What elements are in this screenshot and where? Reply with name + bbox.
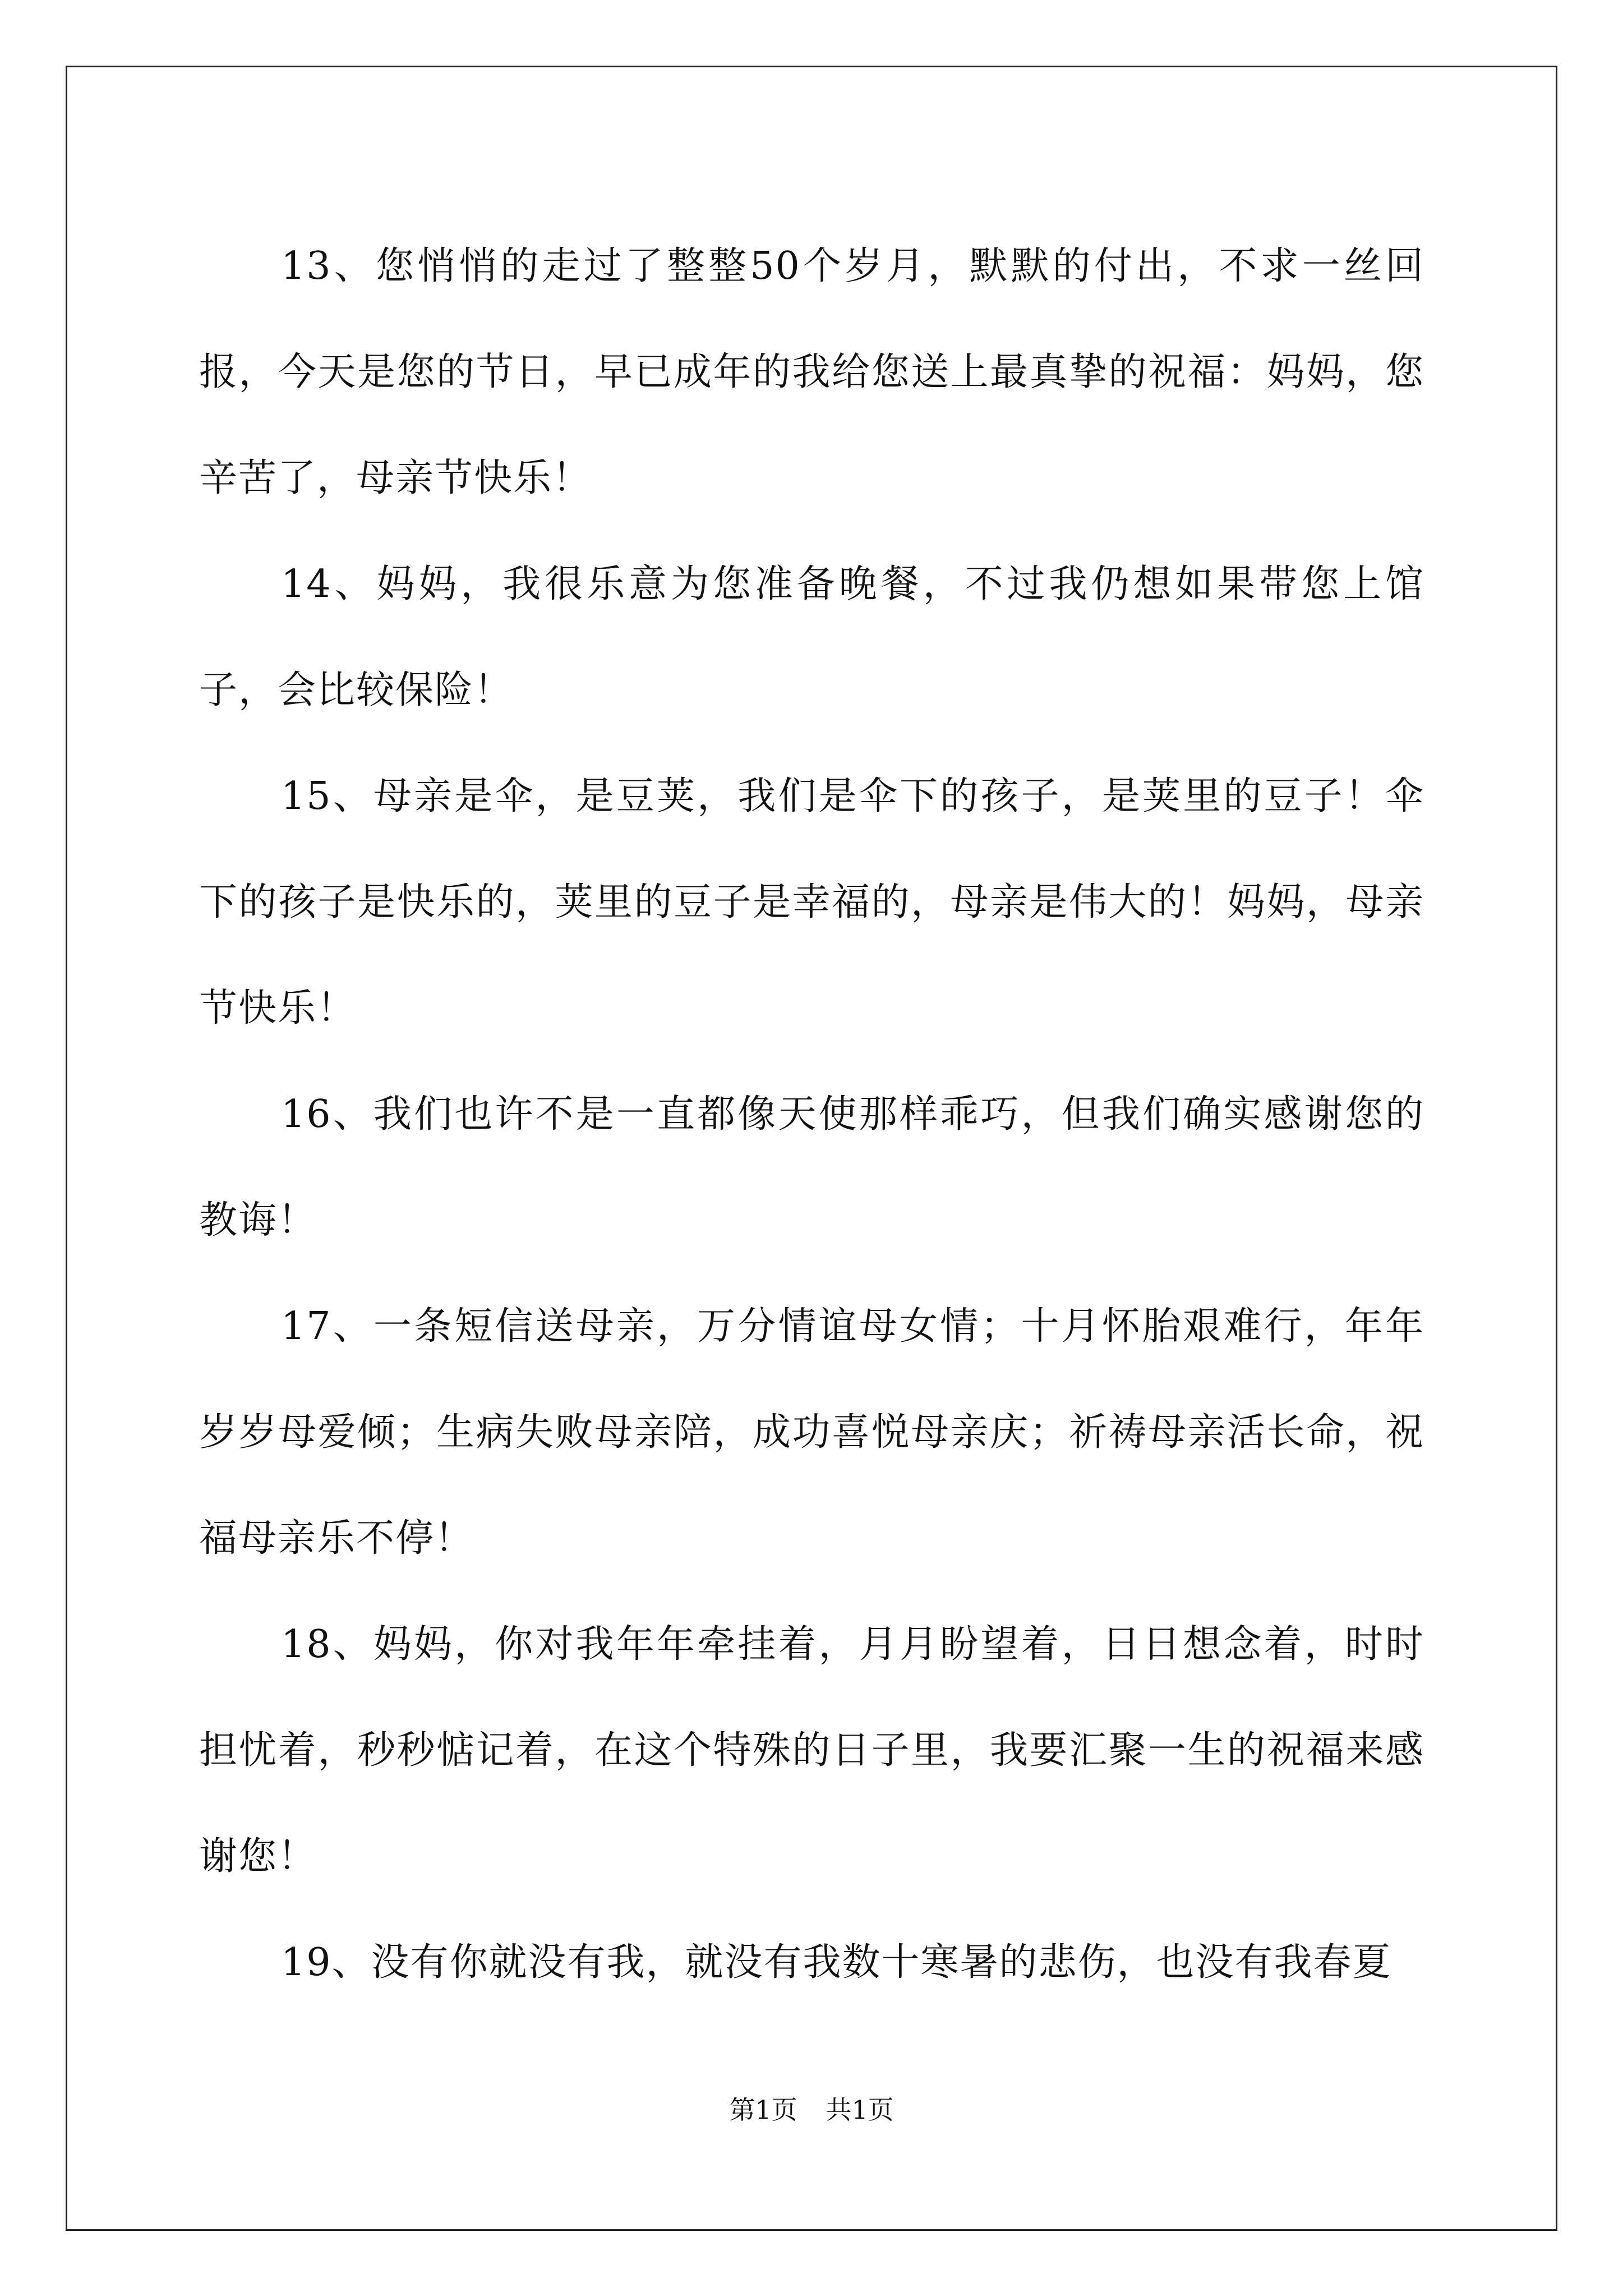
document-body — [199, 213, 1424, 2016]
page-number-current: 第1页 — [729, 2095, 797, 2125]
paragraph-15: 15、母亲是伞，是豆荚，我们是伞下的孩子，是荚里的豆子！伞下的孩子是快乐的，荚里的豆子是幸福的，母亲是伟大的！妈妈，母亲节快乐！ — [199, 774, 1424, 1030]
paragraph-14: 14、妈妈，我很乐意为您准备晚餐，不过我仍想如果带您上馆子，会比较保险！ — [199, 562, 1424, 712]
paragraph-16: 16、我们也许不是一直都像天使那样乖巧，但我们确实感谢您的教诲！ — [199, 1092, 1424, 1243]
paragraph-13: 13、您悄悄的走过了整整50个岁月，默默的付出，不求一丝回报，今天是您的节日，早已成年的我给您送上最真挚的祝福：妈妈，您辛苦了，母亲节快乐！ — [199, 244, 1424, 500]
paragraph-19: 19、没有你就没有我，就没有我数十寒暑的悲伤，也没有我春夏 — [281, 1940, 1392, 1985]
paragraph-17: 17、一条短信送母亲，万分情谊母女情；十月怀胎艰难行，年年岁岁母爱倾；生病失败母亲陪，成功喜悦母亲庆；祈祷母亲活长命，祝福母亲乐不停！ — [199, 1304, 1424, 1561]
paragraph-18: 18、妈妈，你对我年年牵挂着，月月盼望着，日日想念着，时时担忧着，秒秒惦记着，在这个特殊的日子里，我要汇聚一生的祝福来感谢您！ — [199, 1622, 1424, 1879]
page-footer — [0, 2090, 1623, 2127]
page-number-total: 共1页 — [826, 2095, 894, 2125]
